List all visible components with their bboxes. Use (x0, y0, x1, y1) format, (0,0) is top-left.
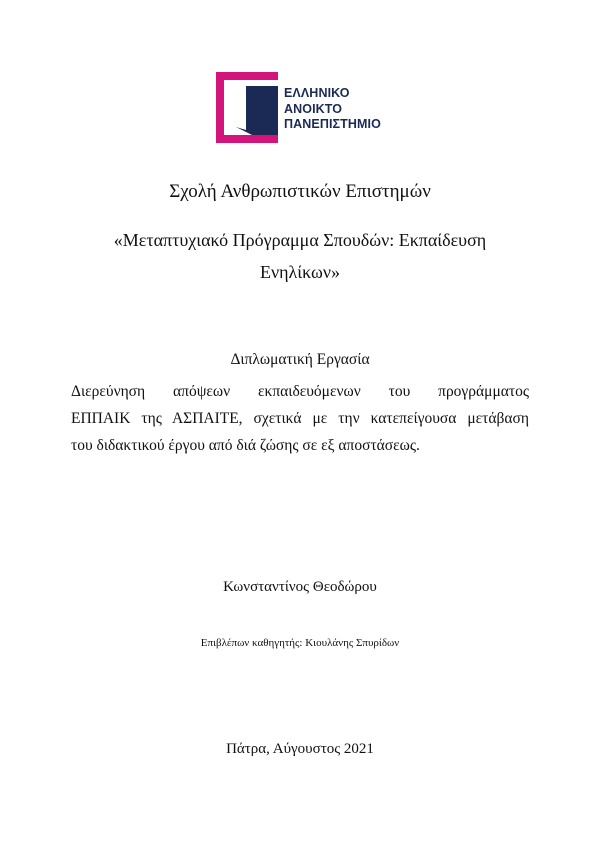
thesis-label: Διπλωματική Εργασία (230, 351, 370, 368)
place-date: Πάτρα, Αύγουστος 2021 (226, 741, 374, 757)
logo-line-3: ΠΑΝΕΠΙΣΤΗΜΙΟ (284, 117, 381, 131)
logo-emblem-icon (216, 72, 282, 144)
program-name (0, 224, 600, 288)
title-line-2: ΕΠΠΑΙΚ της ΑΣΠΑΙΤΕ, σχετικά με την κατεπείγουσα μετάβαση (71, 410, 529, 427)
title-line-3: του διδακτικού έργου από διά ζώσης σε εξ αποστάσεως. (71, 437, 420, 454)
program-line-2: Ενηλίκων» (259, 262, 340, 282)
author-name: Κωνσταντίνος Θεοδώρου (223, 579, 377, 595)
school-name: Σχολή Ανθρωπιστικών Επιστημών (169, 181, 431, 202)
logo-line-2: ΑΝΟΙΚΤΟ (284, 101, 343, 116)
logo-wordmark (284, 86, 381, 133)
logo-line-1: ΕΛΛΗΝΙΚΟ (284, 86, 350, 100)
supervisor: Επιβλέπων καθηγητής: Κιουλάνης Σπυρίδων (200, 637, 400, 649)
university-logo (216, 72, 406, 144)
thesis-title (71, 378, 529, 459)
title-line-1: Διερεύνηση απόψεων εκπαιδευόμενων του προγράμματος (71, 383, 529, 400)
program-line-1: «Μεταπτυχιακό Πρόγραμμα Σπουδών: Εκπαίδευση (113, 230, 487, 250)
